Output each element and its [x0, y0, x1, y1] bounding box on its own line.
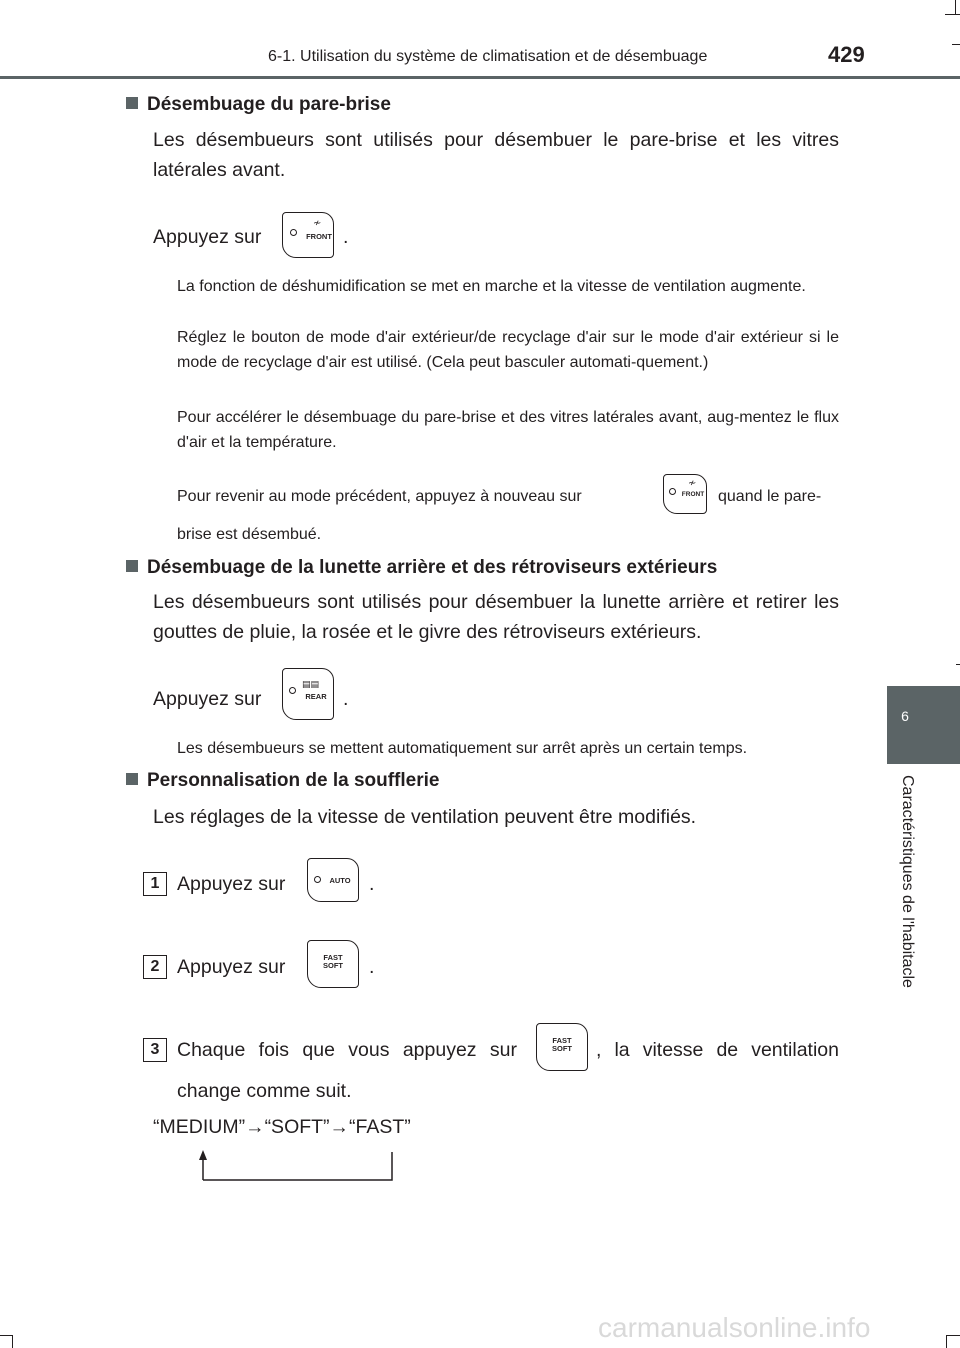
- crop-mark: [955, 0, 956, 14]
- step-text: Appuyez sur: [177, 956, 286, 978]
- rear-defroster-button-icon: ▤▤ REAR: [282, 668, 334, 720]
- step-number: 2: [143, 955, 167, 979]
- fast-soft-button-icon: FAST SOFT: [307, 940, 359, 988]
- section-heading: Désembuage du pare-brise: [126, 94, 391, 116]
- fast-soft-button-icon: FAST SOFT: [536, 1023, 588, 1071]
- chapter-tab: [887, 686, 960, 764]
- crop-mark: [946, 1335, 947, 1348]
- press-instruction: Appuyez sur: [153, 688, 262, 710]
- front-defroster-button-icon: ≁ FRONT: [282, 212, 334, 258]
- bullet-square-icon: [126, 97, 138, 109]
- section-heading: Personnalisation de la soufflerie: [126, 770, 439, 792]
- step-text: change comme suit.: [177, 1080, 352, 1102]
- watermark: carmanualsonline.info: [598, 1312, 871, 1343]
- auto-button-icon: AUTO: [307, 858, 359, 902]
- period: .: [369, 956, 375, 978]
- step-text: Appuyez sur: [177, 873, 286, 895]
- crop-mark: [12, 1335, 13, 1348]
- note-paragraph: Réglez le bouton de mode d'air extérieur/de recyclage d'air sur le mode d'air extérieur si le mode de recyclage d'air est utilisé. (Cela peut basculer automati-quement.): [177, 329, 839, 371]
- header-rule: [0, 76, 960, 79]
- crop-mark: [945, 14, 960, 15]
- note-paragraph: Pour accélérer le désembuage du pare-brise et des vitres latérales avant, aug-mentez le flux d'air et la température.: [177, 409, 839, 451]
- bullet-square-icon: [126, 560, 138, 572]
- section-heading: Désembuage de la lunette arrière et des rétroviseurs extérieurs: [126, 557, 717, 579]
- note-paragraph: Les désembueurs se mettent automatiquement sur arrêt après un certain temps.: [177, 740, 748, 757]
- chapter-number: 6: [901, 708, 909, 724]
- crop-mark: [956, 664, 960, 665]
- fan-speed-sequence: “MEDIUM”→“SOFT”→“FAST”: [153, 1116, 411, 1138]
- period: .: [343, 688, 349, 710]
- note-paragraph: La fonction de déshumidification se met en marche et la vitesse de ventilation augmente.: [177, 278, 806, 295]
- step-number: 1: [143, 872, 167, 896]
- section-intro: Les désembueurs sont utilisés pour désembuer le pare-brise et les vitres latérales avant.: [153, 129, 839, 181]
- section-intro: Les réglages de la vitesse de ventilation peuvent être modifiés.: [153, 806, 697, 828]
- section-intro: Les désembueurs sont utilisés pour désembuer la lunette arrière et retirer les gouttes de pluie, la rosée et le givre des rétroviseurs extérieurs.: [153, 591, 839, 643]
- crop-mark: [952, 44, 960, 45]
- crop-mark: [0, 1335, 12, 1336]
- step-number: 3: [143, 1038, 167, 1062]
- period: .: [369, 873, 375, 895]
- note-paragraph: Pour revenir au mode précédent, appuyez à nouveau sur: [177, 488, 582, 505]
- running-header: 6-1. Utilisation du système de climatisation et de désembuage: [268, 48, 708, 65]
- press-instruction: Appuyez sur: [153, 226, 262, 248]
- step-text: , la vitesse de ventilation: [596, 1039, 839, 1061]
- step-text: Chaque fois que vous appuyez sur: [177, 1039, 517, 1061]
- chapter-label: Caractéristiques de l'habitacle: [899, 775, 916, 988]
- period: .: [343, 226, 349, 248]
- page-number: 429: [828, 42, 865, 67]
- note-paragraph: quand le pare-: [718, 488, 822, 505]
- note-paragraph: brise est désembué.: [177, 526, 322, 543]
- front-defroster-button-icon: ≁ FRONT: [663, 474, 707, 514]
- bullet-square-icon: [126, 773, 138, 785]
- cycle-return-arrow-icon: [195, 1148, 400, 1184]
- crop-mark: [946, 1335, 960, 1336]
